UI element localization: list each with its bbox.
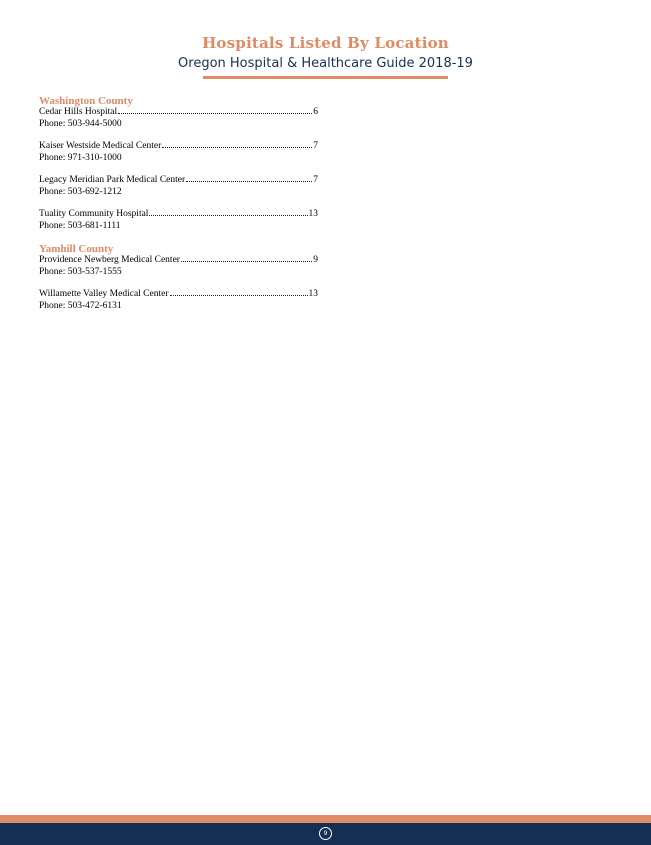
county-heading-washington: Washington County [39, 95, 133, 107]
page-header [0, 33, 651, 79]
hospital-name: Legacy Meridian Park Medical Center [39, 175, 186, 185]
page-reference: 6 [313, 107, 318, 117]
hospital-line[interactable] [39, 255, 318, 267]
hospital-entry [39, 141, 318, 164]
page-reference: 7 [313, 141, 318, 151]
leader-dots [181, 261, 312, 262]
page-reference: 13 [308, 289, 318, 299]
hospital-name: Providence Newberg Medical Center [39, 255, 180, 265]
page-reference: 9 [313, 255, 318, 265]
hospital-name: Kaiser Westside Medical Center [39, 141, 162, 151]
hospital-line[interactable] [39, 107, 318, 119]
hospital-phone: Phone: 503-537-1555 [39, 266, 122, 277]
hospital-name: Willamette Valley Medical Center [39, 289, 169, 299]
hospital-phone: Phone: 503-692-1212 [39, 186, 122, 197]
leader-dots [149, 215, 307, 216]
hospital-name: Tuality Community Hospital [39, 209, 149, 219]
hospital-name: Cedar Hills Hospital [39, 107, 118, 117]
hospital-entry [39, 255, 318, 278]
hospital-entry [39, 175, 318, 198]
footer-accent-stripe [0, 815, 651, 823]
page-number-badge: 9 [319, 827, 332, 840]
page-reference: 7 [313, 175, 318, 185]
page-reference: 13 [308, 209, 318, 219]
title-underline [203, 76, 448, 79]
page-title: Hospitals Listed By Location [202, 34, 449, 52]
county-heading-yamhill: Yamhill County [39, 243, 114, 255]
hospital-line[interactable] [39, 141, 318, 153]
hospital-phone: Phone: 503-472-6131 [39, 300, 122, 311]
hospital-listing [39, 95, 318, 323]
hospital-line[interactable] [39, 209, 318, 221]
hospital-phone: Phone: 503-944-5000 [39, 118, 122, 129]
leader-dots [162, 147, 312, 148]
hospital-entry [39, 209, 318, 232]
hospital-entry [39, 107, 318, 130]
leader-dots [186, 181, 312, 182]
leader-dots [170, 295, 308, 296]
hospital-phone: Phone: 503-681-1111 [39, 220, 121, 231]
hospital-line[interactable] [39, 175, 318, 187]
leader-dots [118, 113, 312, 114]
page-subtitle: Oregon Hospital & Healthcare Guide 2018-19 [178, 56, 473, 71]
hospital-line[interactable] [39, 289, 318, 301]
hospital-phone: Phone: 971-310-1000 [39, 152, 122, 163]
hospital-entry [39, 289, 318, 312]
